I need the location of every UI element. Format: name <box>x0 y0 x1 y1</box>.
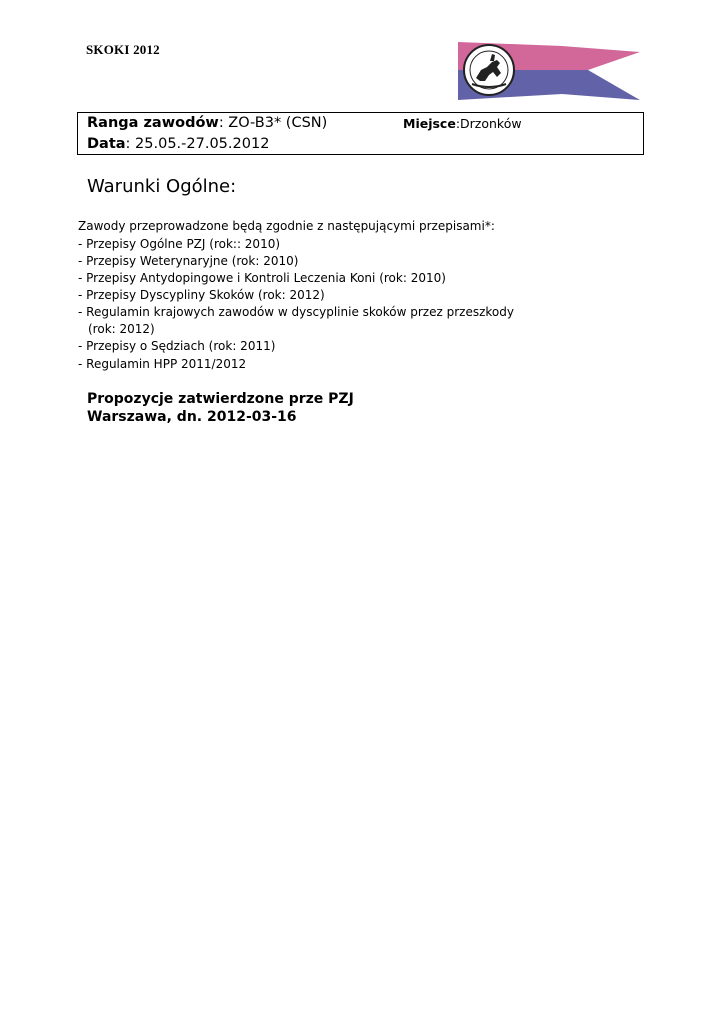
rank-value: : ZO-B3* (CSN) <box>218 115 328 131</box>
rules-intro: Zawody przeprowadzone będą zgodnie z następującymi przepisami*: <box>78 219 495 233</box>
list-item: - Przepisy Weterynaryjne (rok: 2010) <box>78 254 299 268</box>
date-label: Data <box>87 136 126 152</box>
list-item: - Przepisy Ogólne PZJ (rok:: 2010) <box>78 237 281 251</box>
place-value: :Drzonków <box>455 116 522 131</box>
pzj-pennant-logo <box>456 40 642 102</box>
horse-rider-emblem-icon <box>464 45 514 95</box>
approval-block <box>87 390 354 426</box>
rules-list <box>78 236 514 373</box>
document-header-title: SKOKI 2012 <box>86 42 160 57</box>
list-item: - Regulamin krajowych zawodów w dyscyplinie skoków przez przeszkody <box>78 305 514 319</box>
section-heading: Warunki Ogólne: <box>87 176 237 197</box>
approval-line-2: Warszawa, dn. 2012-03-16 <box>87 409 297 425</box>
rank-label: Ranga zawodów <box>87 115 219 131</box>
rank-row <box>87 115 327 131</box>
approval-line-1: Propozycje zatwierdzone prze PZJ <box>87 391 354 407</box>
list-item: - Przepisy Antydopingowe i Kontroli Leczenia Koni (rok: 2010) <box>78 271 446 285</box>
list-item: (rok: 2012) <box>88 322 155 336</box>
date-row <box>87 136 269 152</box>
date-value: : 25.05.-27.05.2012 <box>125 136 270 152</box>
list-item: - Przepisy o Sędziach (rok: 2011) <box>78 339 276 353</box>
place-row <box>403 116 522 131</box>
competition-info-box <box>77 112 644 155</box>
list-item: - Regulamin HPP 2011/2012 <box>78 357 247 371</box>
list-item: - Przepisy Dyscypliny Skoków (rok: 2012) <box>78 288 325 302</box>
place-label: Miejsce <box>403 116 456 131</box>
